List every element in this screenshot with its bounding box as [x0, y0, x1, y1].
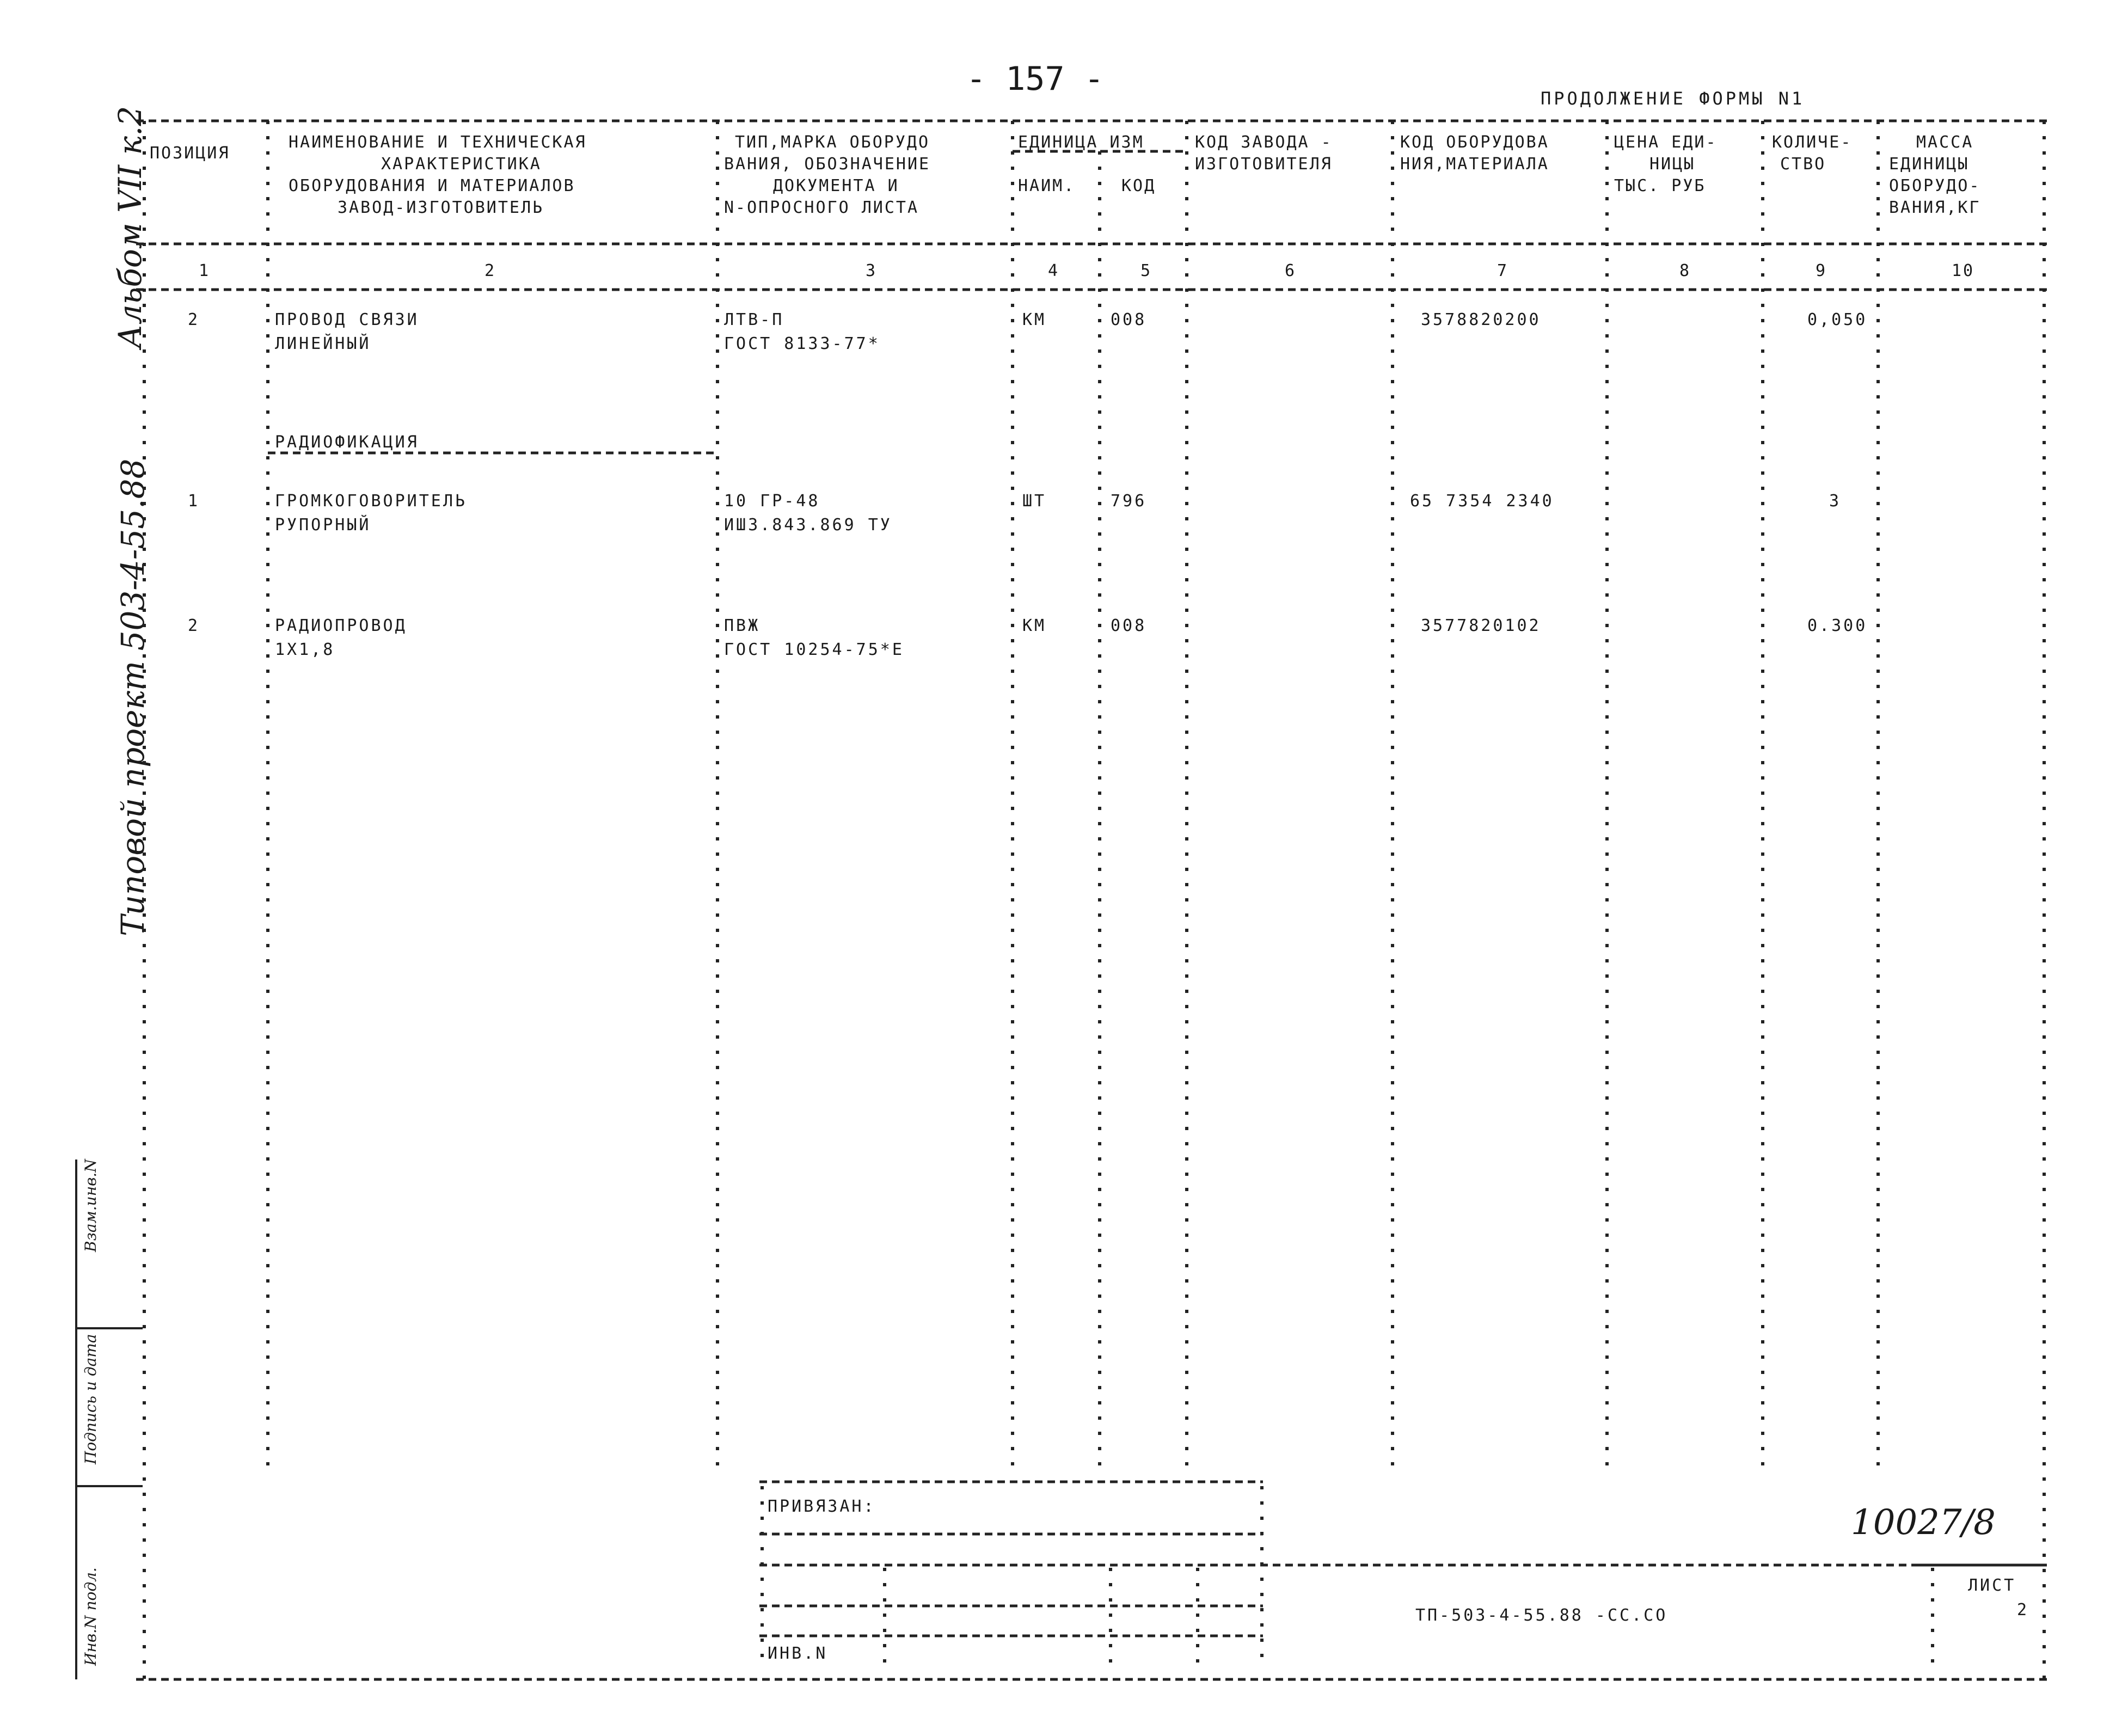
row-position: 2 [188, 616, 200, 635]
row-name-line: ЛИНЕЙНЫЙ [275, 334, 371, 353]
header-col-10-l2: ЕДИНИЦЫ [1889, 155, 1970, 174]
row-name-line: РАДИОПРОВОД [275, 616, 407, 635]
stamp-privyazan: ПРИВЯЗАН: [768, 1497, 876, 1516]
row-quantity: 0.300 [1807, 616, 1868, 635]
header-col-9-l1: КОЛИЧЕ- [1772, 133, 1853, 152]
row-name-line: ГРОМКОГОВОРИТЕЛЬ [275, 492, 467, 511]
row-unit-code: 008 [1111, 310, 1147, 329]
side-stamp-vzam: Взам.инв.N [82, 1159, 100, 1252]
row-unit: КМ [1022, 310, 1047, 329]
header-col-7-l1: КОД ОБОРУДОВА [1400, 133, 1549, 152]
header-col-10-l3: ОБОРУДО- [1889, 176, 1981, 195]
header-col-3-l1: ТИП,МАРКА ОБОРУДО [735, 133, 930, 152]
row-unit: ШТ [1022, 492, 1047, 511]
row-type-line: ПВЖ [724, 616, 761, 635]
row-material-code: 3577820102 [1421, 616, 1541, 635]
row-position: 2 [188, 310, 200, 329]
row-unit-code: 008 [1111, 616, 1147, 635]
header-col-7-l2: НИЯ,МАТЕРИАЛА [1400, 155, 1549, 174]
row-material-code: 3578820200 [1421, 310, 1541, 329]
header-col-9-l2: СТВО [1780, 155, 1826, 174]
header-col-2-l3: ОБОРУДОВАНИЯ И МАТЕРИАЛОВ [289, 176, 575, 195]
row-unit: КМ [1022, 616, 1047, 635]
header-col-3-l3: ДОКУМЕНТА И [773, 176, 899, 195]
row-type-line: ИШ3.843.869 ТУ [724, 516, 892, 535]
col-number-6: 6 [1285, 261, 1297, 280]
header-col-2-l1: НАИМЕНОВАНИЕ И ТЕХНИЧЕСКАЯ [289, 133, 587, 152]
header-col-8-l1: ЦЕНА ЕДИ- [1614, 133, 1718, 152]
row-type-line: ЛТВ-П [724, 310, 784, 329]
header-col-4: НАИМ. [1018, 176, 1076, 195]
row-quantity: 3 [1829, 492, 1842, 511]
row-position: 1 [188, 492, 200, 511]
row-material-code: 65 7354 2340 [1410, 492, 1554, 511]
row-name-line: РУПОРНЫЙ [275, 516, 371, 535]
row-quantity: 0,050 [1807, 310, 1868, 329]
side-stamp-sign: Подпись и дата [82, 1334, 100, 1464]
col-number-4: 4 [1048, 261, 1060, 280]
col-number-3: 3 [866, 261, 878, 280]
header-col-2-l2: ХАРАКТЕРИСТИКА [381, 155, 542, 174]
header-col-8-l3: ТЫС. РУБ [1614, 176, 1706, 195]
col-number-9: 9 [1816, 261, 1827, 280]
row-name-line: ПРОВОД СВЯЗИ [275, 310, 419, 329]
handwritten-number: 10027/8 [1851, 1502, 1996, 1543]
document-code: ТП-503-4-55.88 -СС.СО [1415, 1606, 1668, 1625]
col-number-2: 2 [484, 261, 496, 280]
col-number-7: 7 [1497, 261, 1509, 280]
side-album-label: Альбом VII к.2 [112, 106, 149, 348]
header-col-3-l4: N-ОПРОСНОГО ЛИСТА [724, 198, 919, 217]
sheet-label: ЛИСТ [1968, 1576, 2016, 1595]
header-col-2-l4: ЗАВОД-ИЗГОТОВИТЕЛЬ [338, 198, 544, 217]
row-type-line: ГОСТ 10254-75*Е [724, 640, 904, 659]
header-col-6-l2: ИЗГОТОВИТЕЛЯ [1195, 155, 1333, 174]
side-project-label: Типовой проект 503-4-55.88 [114, 458, 151, 936]
stamp-inv-number: ИНВ.N [768, 1644, 828, 1663]
header-col-10-l1: МАССА [1916, 133, 1974, 152]
form-title: ПРОДОЛЖЕНИЕ ФОРМЫ N1 [1541, 88, 1805, 109]
header-col-3-l2: ВАНИЯ, ОБОЗНАЧЕНИЕ [724, 155, 931, 174]
col-number-5: 5 [1140, 261, 1152, 280]
row-section-title: РАДИОФИКАЦИЯ [275, 433, 419, 452]
col-number-8: 8 [1679, 261, 1691, 280]
header-col-unit: ЕДИНИЦА ИЗМ [1018, 133, 1144, 152]
header-col-5: КОД [1121, 176, 1156, 195]
row-type-line: ГОСТ 8133-77* [724, 334, 880, 353]
row-type-line: 10 ГР-48 [724, 492, 820, 511]
row-unit-code: 796 [1111, 492, 1147, 511]
col-number-1: 1 [199, 261, 211, 280]
side-stamp-inv: Инв.N подл. [82, 1567, 100, 1666]
row-name-line: 1Х1,8 [275, 640, 335, 659]
page-number: - 157 - [966, 60, 1104, 98]
header-col-6-l1: КОД ЗАВОДА - [1195, 133, 1333, 152]
col-number-10: 10 [1952, 261, 1975, 280]
header-col-8-l2: НИЦЫ [1649, 155, 1696, 174]
sheet-number: 2 [2017, 1600, 2029, 1620]
header-col-10-l4: ВАНИЯ,КГ [1889, 198, 1981, 217]
header-col-1: ПОЗИЦИЯ [150, 144, 230, 163]
